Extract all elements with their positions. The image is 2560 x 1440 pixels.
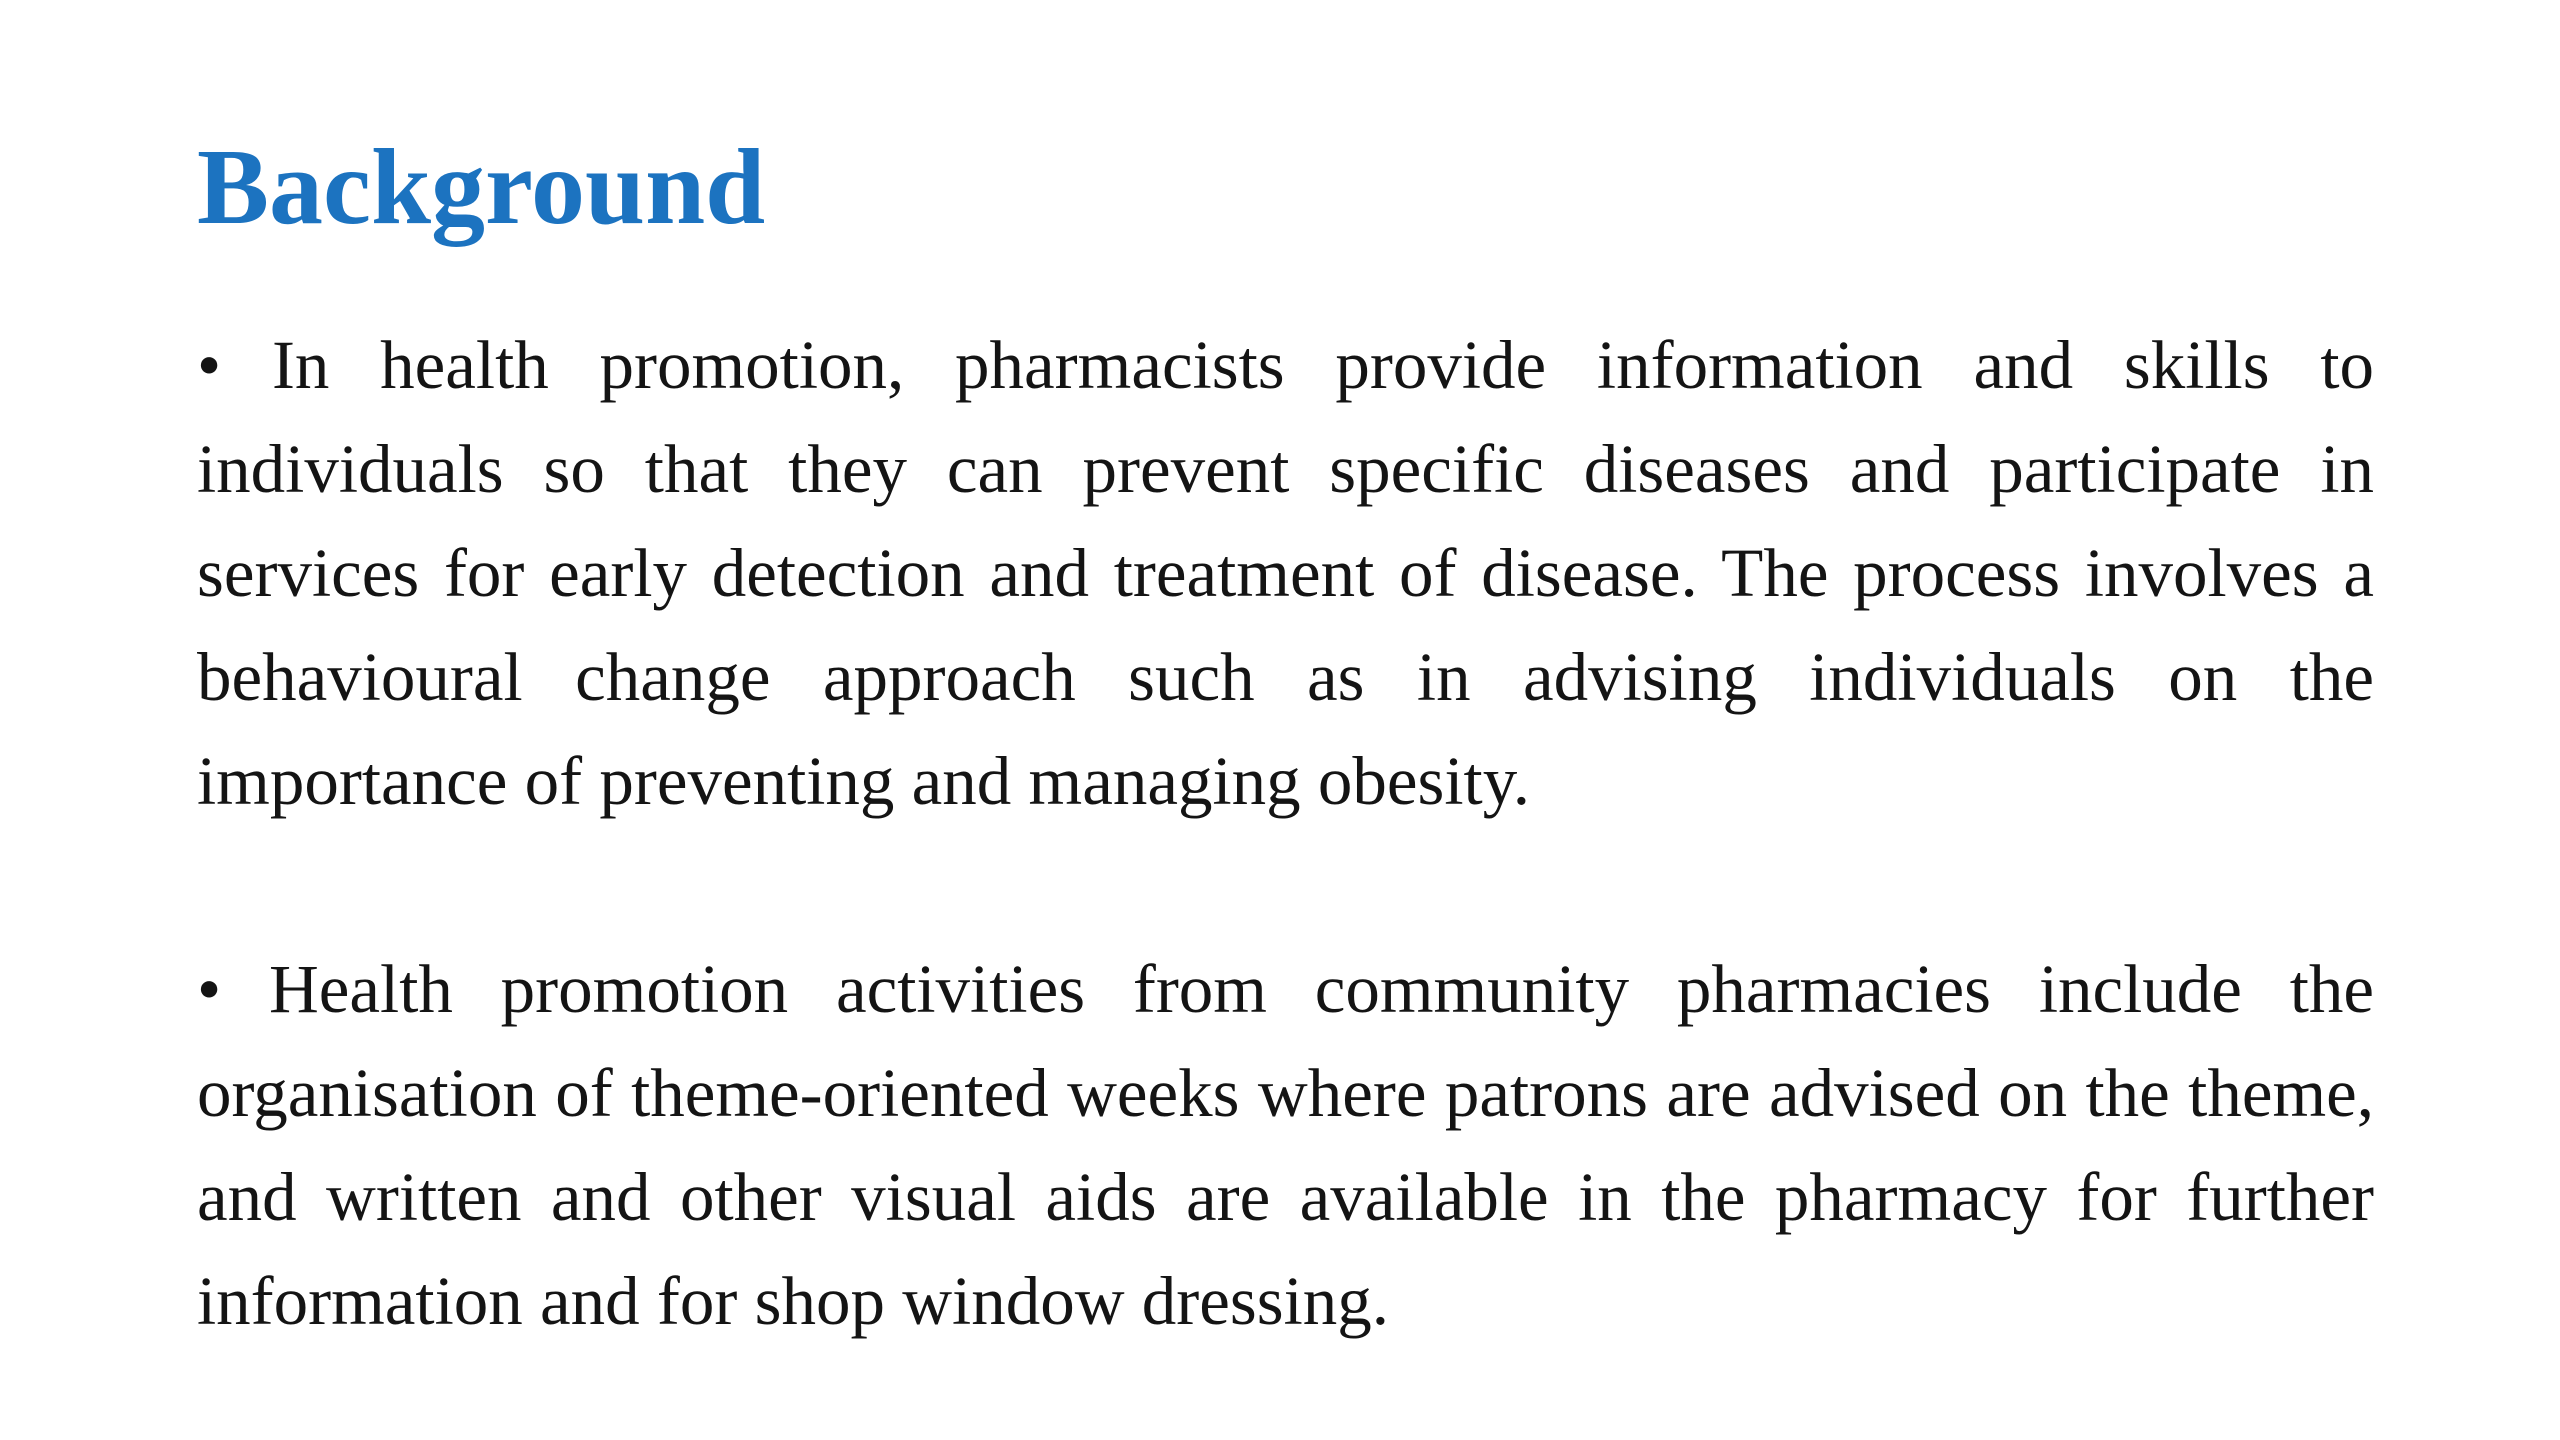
bullet-symbol: • [197,951,222,1027]
bullet-text: In health promotion, pharmacists provide information and skills to individuals so that they can prevent specific diseases and participate in services for early detection and treatment of disease. The process involves a behavioural change approach such as in advising individuals on the importance of preventing and managing obesity. [197,327,2374,819]
slide-body [197,313,2374,1353]
bullet-paragraph-1 [197,313,2374,833]
slide-title: Background [197,128,766,247]
bullet-symbol: • [197,327,222,403]
bullet-paragraph-2 [197,937,2374,1353]
bullet-text: Health promotion activities from community pharmacies include the organisation of theme-oriented weeks where patrons are advised on the theme, and written and other visual aids are available in the pharmacy for further information and for shop window dressing. [197,951,2375,1339]
